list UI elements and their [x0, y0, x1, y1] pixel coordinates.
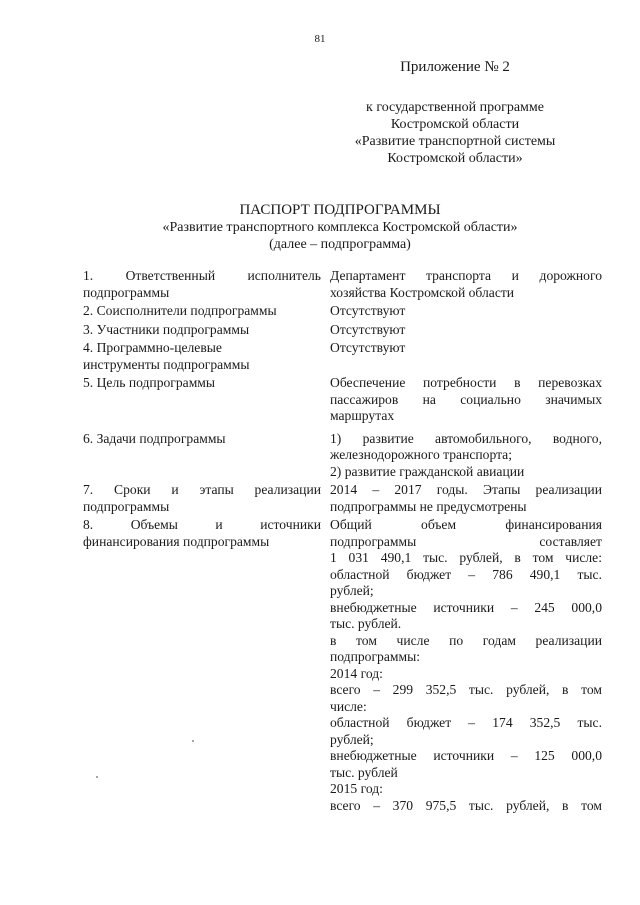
value-line: тыс. рублей [330, 764, 398, 780]
label-line: подпрограммы [83, 498, 170, 514]
passport-row-instruments [83, 340, 603, 373]
row-label [83, 375, 321, 425]
value-line: рублей; [330, 583, 374, 598]
label-line: 3. Участники подпрограммы [83, 321, 250, 337]
value-line: областной бюджет – 174 352,5 тыс. [330, 715, 602, 730]
appendix-reference [300, 99, 610, 167]
row-label [83, 482, 321, 515]
passport-table [83, 268, 603, 814]
value-line: хозяйства Костромской области [330, 284, 515, 300]
label-line: финансирования подпрограммы [83, 533, 270, 549]
value-line: Общий объем финансирования [330, 517, 602, 532]
appendix-line: к государственной программе [366, 100, 544, 115]
value-line: Обеспечение потребности в перевозках [330, 375, 602, 390]
row-value [330, 322, 602, 339]
row-value [330, 340, 602, 373]
passport-row-tasks [83, 431, 603, 481]
value-line: 2015 год: [330, 781, 383, 796]
value-line: всего – 299 352,5 тыс. рублей, в том [330, 682, 602, 697]
value-line: всего – 370 975,5 тыс. рублей, в том [330, 797, 602, 813]
passport-row-goal [83, 375, 603, 425]
scan-speck [192, 740, 194, 742]
passport-title: ПАСПОРТ ПОДПРОГРАММЫ [239, 202, 441, 218]
row-value [330, 517, 602, 814]
value-line: железнодорожного транспорта; [330, 447, 512, 462]
label-line: 5. Цель подпрограммы [83, 375, 216, 390]
value-line: маршрутах [330, 408, 395, 423]
value-line: подпрограммы: [330, 649, 420, 664]
value-line: областной бюджет – 786 490,1 тыс. [330, 566, 602, 582]
value-line: 2014 год: [330, 665, 383, 681]
passport-row-co-executors [83, 303, 603, 320]
label-line: 2. Соисполнители подпрограммы [83, 303, 277, 318]
row-value [330, 268, 602, 301]
label-line: подпрограммы [83, 284, 170, 300]
value-line: подпрограммы не предусмотрены [330, 498, 527, 514]
value-line: числе: [330, 698, 367, 714]
passport-row-participants [83, 322, 603, 339]
value-line: рублей; [330, 731, 374, 747]
label-line: 7. Сроки и этапы реализации [83, 482, 321, 497]
value-line: Отсутствуют [330, 321, 406, 337]
label-line: 6. Задачи подпрограммы [83, 430, 226, 446]
value-line: 1 031 490,1 тыс. рублей, в том числе: [330, 550, 602, 565]
label-line: инструменты подпрограммы [83, 356, 250, 372]
subprogram-abbr: (далее – подпрограмма) [269, 237, 411, 252]
row-value [330, 482, 602, 515]
appendix-line: Костромской области» [387, 151, 523, 166]
passport-row-financing [83, 517, 603, 814]
row-value [330, 375, 602, 425]
value-line: пассажиров на социально значимых [330, 391, 602, 407]
value-line: Отсутствуют [330, 340, 406, 355]
page-number: 81 [314, 33, 326, 45]
value-line: в том числе по годам реализации [330, 632, 602, 648]
row-label [83, 340, 321, 373]
row-label [83, 268, 321, 301]
value-line: 2014 – 2017 годы. Этапы реализации [330, 482, 602, 497]
row-label [83, 517, 321, 814]
label-line: 8. Объемы и источники [83, 517, 321, 532]
appendix-line: Костромской области [390, 117, 520, 132]
appendix-title: Приложение № 2 [400, 59, 510, 75]
row-label [83, 322, 321, 339]
value-line: Департамент транспорта и дорожного [330, 268, 602, 283]
label-line: 4. Программно-целевые [83, 340, 222, 355]
passport-row-executor [83, 268, 603, 301]
row-value [330, 431, 602, 481]
value-line: Отсутствуют [330, 303, 406, 318]
value-line: тыс. рублей. [330, 616, 402, 631]
scan-speck [96, 776, 98, 778]
row-label [83, 303, 321, 320]
value-line: подпрограммы составляет [330, 533, 602, 549]
subprogram-name: «Развитие транспортного комплекса Костромской области» [162, 220, 518, 235]
value-line: 1) развитие автомобильного, водного, [330, 430, 602, 446]
value-line: внебюджетные источники – 245 000,0 [330, 599, 602, 615]
value-line: 2) развитие гражданской авиации [330, 463, 525, 479]
passport-row-terms [83, 482, 603, 515]
label-line: 1. Ответственный исполнитель [83, 268, 321, 283]
appendix-line: «Развитие транспортной системы [354, 134, 556, 149]
passport-heading [40, 202, 640, 253]
row-label [83, 431, 321, 481]
row-value [330, 303, 602, 320]
value-line: внебюджетные источники – 125 000,0 [330, 748, 602, 763]
